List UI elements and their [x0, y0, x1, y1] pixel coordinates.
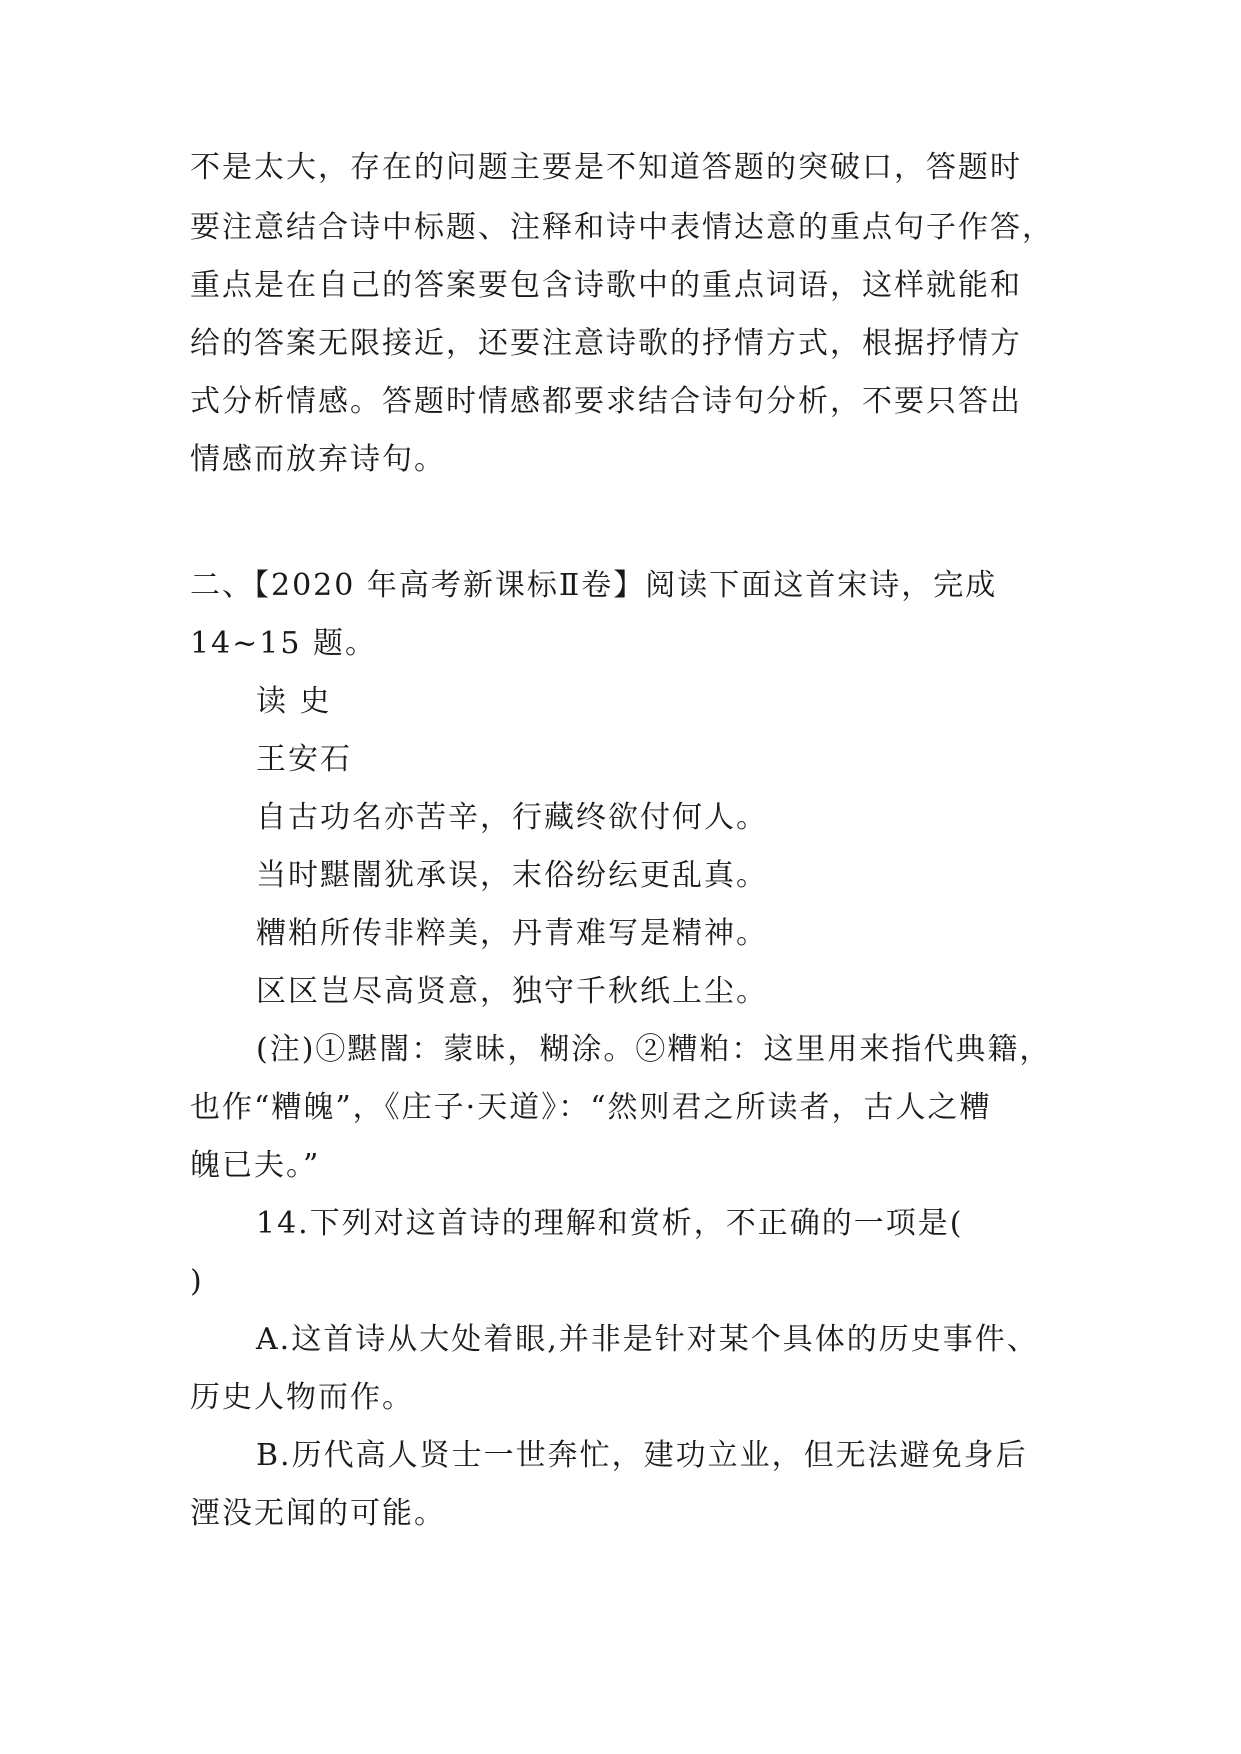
question14-stem-line-2: )	[190, 1264, 204, 1299]
section2-heading-line-2: 14~15 题。	[190, 626, 378, 661]
question14-stem-line-1: 14.下列对这首诗的理解和赏析，不正确的一项是(	[256, 1206, 964, 1241]
paragraph1-line-2: 要注意结合诗中标题、注释和诗中表情达意的重点句子作答，	[190, 210, 1054, 245]
note-line-2: 也作“糟魄”，《庄子·天道》：“然则君之所读者，古人之糟	[190, 1090, 992, 1125]
paragraph1-line-3: 重点是在自己的答案要包含诗歌中的重点词语，这样就能和	[190, 268, 1022, 303]
paragraph1-line-6: 情感而放弃诗句。	[190, 442, 446, 477]
note-line-1: (注)①黮闇：蒙昧，糊涂。②糟粕：这里用来指代典籍，	[256, 1032, 1052, 1067]
question14-option-a-line-1: A.这首诗从大处着眼,并非是针对某个具体的历史事件、	[256, 1322, 1039, 1357]
paragraph1-line-5: 式分析情感。答题时情感都要求结合诗句分析，不要只答出	[190, 384, 1022, 419]
section2-heading-line-1: 二、【2020 年高考新课标Ⅱ卷】阅读下面这首宋诗，完成	[190, 568, 998, 603]
question14-option-b-line-1: B.历代高人贤士一世奔忙，建功立业，但无法避免身后	[256, 1438, 1028, 1473]
note-line-3: 魄已夫。”	[190, 1148, 321, 1183]
paragraph1-line-1: 不是太大，存在的问题主要是不知道答题的突破口，答题时	[190, 150, 1022, 185]
poem-line-3: 糟粕所传非粹美，丹青难写是精神。	[256, 916, 768, 951]
poem-title: 读 史	[256, 684, 332, 719]
poem-line-4: 区区岂尽高贤意，独守千秋纸上尘。	[256, 974, 768, 1009]
poem-line-2: 当时黮闇犹承误，末俗纷纭更乱真。	[256, 858, 768, 893]
question14-option-a-line-2: 历史人物而作。	[190, 1380, 414, 1415]
question14-option-b-line-2: 湮没无闻的可能。	[190, 1496, 446, 1531]
poem-line-1: 自古功名亦苦辛，行藏终欲付何人。	[256, 800, 768, 835]
poem-author: 王安石	[256, 742, 352, 777]
paragraph1-line-4: 给的答案无限接近，还要注意诗歌的抒情方式，根据抒情方	[190, 326, 1022, 361]
